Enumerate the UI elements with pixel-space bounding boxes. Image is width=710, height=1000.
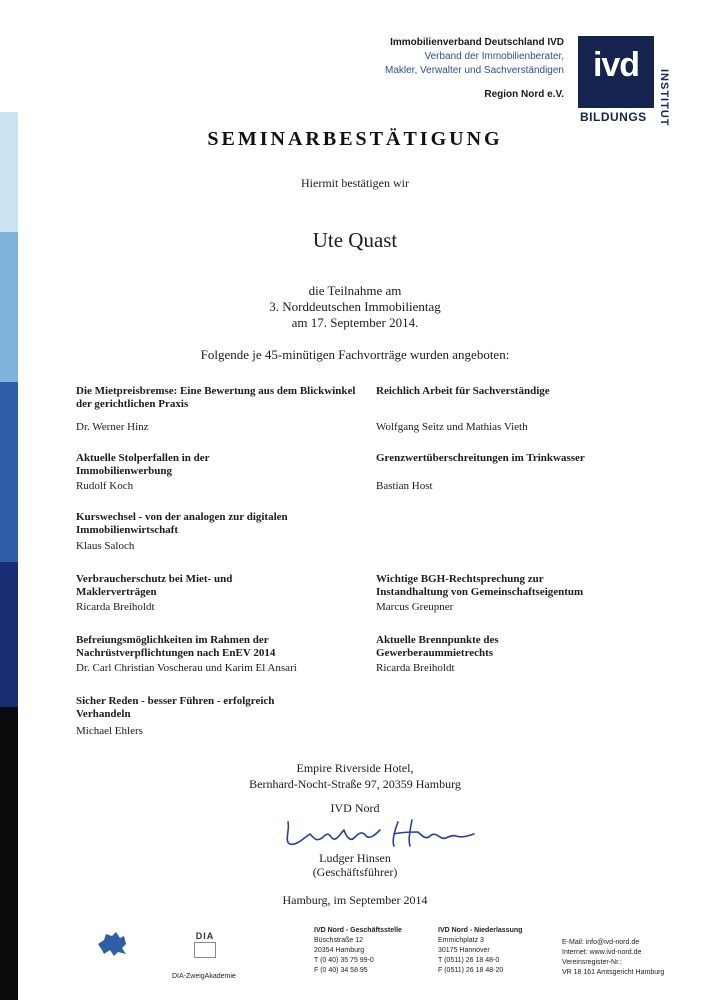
org-subtitle-2: Makler, Verwalter und Sachverständigen: [385, 65, 564, 76]
margin-strip-blue: [0, 382, 18, 562]
footer-office-hannover: [438, 926, 522, 976]
document-title: SEMINARBESTÄTIGUNG: [207, 128, 503, 150]
talk-item: [76, 385, 366, 434]
footer-office-hamburg: [314, 926, 402, 976]
talk-speaker: Ricarda Breiholdt: [376, 662, 455, 674]
office2-line-3: T (0511) 26 18 48-0: [438, 957, 500, 964]
talk-speaker: Wolfgang Seitz und Mathias Vieth: [376, 421, 528, 433]
talk-item: [76, 695, 366, 738]
signature-org: IVD Nord: [330, 801, 380, 815]
office2-line-2: 30175 Hannover: [438, 947, 490, 954]
venue-line-1: Empire Riverside Hotel,: [296, 761, 414, 775]
talks-lead: Folgende je 45-minütigen Fachvorträge wurden angeboten:: [200, 347, 510, 362]
ivd-logo: [578, 36, 670, 126]
dia-emblem: [194, 942, 216, 958]
participant-name: Ute Quast: [312, 228, 398, 252]
talk-speaker: Bastian Host: [376, 480, 433, 492]
region-name: Region Nord e.V.: [484, 89, 564, 100]
talk-item: [76, 452, 366, 493]
talk-title: Sicher Reden - besser Führen - erfolgreich Verhandeln: [76, 695, 275, 720]
talk-speaker: Rudolf Koch: [76, 480, 134, 492]
venue-line-2: Bernhard-Nocht-Straße 97, 20359 Hamburg: [249, 777, 461, 791]
dia-label: DIA: [195, 931, 215, 941]
office1-line-1: Büschstraße 12: [314, 937, 364, 944]
talk-item: [376, 385, 666, 434]
talk-title: Befreiungsmöglichkeiten im Rahmen der Nachrüstverpflichtungen nach EnEV 2014: [76, 634, 276, 659]
talk-item: [76, 511, 366, 553]
letterhead: [385, 36, 564, 102]
talk-title: Aktuelle Stolperfallen in der Immobilienwerbung: [76, 452, 210, 477]
participation-line-3: am 17. September 2014.: [291, 315, 419, 330]
talk-title: Verbraucherschutz bei Miet- und Maklerverträgen: [76, 573, 233, 598]
org-subtitle-1: Verband der Immobilienberater,: [424, 51, 564, 62]
talk-speaker: Dr. Carl Christian Voscherau und Karim El Ansari: [76, 662, 297, 674]
region-map-icon: [92, 930, 130, 958]
talk-item: [376, 634, 666, 675]
office2-line-4: F (0511) 26 18 48-20: [438, 967, 504, 974]
org-name: Immobilienverband Deutschland IVD: [390, 37, 564, 48]
logo-bildungs-text: BILDUNGS: [580, 110, 647, 124]
office2-line-1: Emmichplatz 3: [438, 937, 484, 944]
talk-item: [376, 573, 666, 614]
talk-speaker: Michael Ehlers: [76, 725, 143, 737]
office1-line-4: F (0 40) 34 58 95: [314, 967, 368, 974]
contact-web: Internet: www.ivd-nord.de: [562, 949, 642, 956]
talk-speaker: Ricarda Breiholdt: [76, 601, 155, 613]
participation-line-2: 3. Norddeutschen Immobilientag: [269, 299, 441, 314]
logo-institut-text: INSTITUT: [658, 68, 670, 126]
margin-strip-navy: [0, 562, 18, 707]
talk-item: [76, 634, 366, 675]
contact-register-number: VR 18 161 Amtsgericht Hamburg: [562, 969, 665, 976]
logo-ivd-text: ivd: [592, 46, 640, 84]
intro-text: Hiermit bestätigen wir: [301, 176, 409, 190]
talk-item: [76, 573, 366, 614]
office1-line-2: 20354 Hamburg: [314, 947, 365, 954]
office2-head: IVD Nord - Niederlassung: [438, 927, 523, 934]
talk-title: Grenzwertüberschreitungen im Trinkwasser: [376, 452, 585, 464]
talk-title: Die Mietpreisbremse: Eine Bewertung aus dem Blickwinkel der gerichtlichen Praxis: [76, 385, 356, 410]
signatory-block: [0, 851, 710, 879]
talk-speaker: Marcus Greupner: [376, 601, 454, 613]
talk-title: Kurswechsel - von der analogen zur digitalen Immobilienwirtschaft: [76, 511, 288, 536]
talk-speaker: Dr. Werner Hinz: [76, 421, 149, 433]
office1-head: IVD Nord - Geschäftsstelle: [314, 927, 402, 934]
participation-text: [0, 283, 710, 331]
footer-contact: [562, 938, 664, 978]
talk-item: [376, 452, 666, 493]
contact-register-label: Vereinsregister-Nr.:: [562, 959, 622, 966]
handwritten-signature: [270, 812, 480, 852]
venue-block: [0, 760, 710, 792]
signatory-name: Ludger Hinsen: [319, 851, 391, 865]
talk-speaker: Klaus Saloch: [76, 540, 135, 552]
dia-logo: [190, 931, 220, 961]
talk-title: Reichlich Arbeit für Sachverständige: [376, 385, 550, 397]
talk-title: Wichtige BGH-Rechtsprechung zur Instandhaltung von Gemeinschaftseigentum: [376, 573, 584, 598]
dia-caption: DIA-ZweigAkademie: [172, 973, 236, 980]
participation-line-1: die Teilnahme am: [308, 283, 402, 298]
contact-email: E-Mail: info@ivd-nord.de: [562, 939, 640, 946]
talk-title: Aktuelle Brennpunkte des Gewerberaummietrechts: [376, 634, 499, 659]
signatory-role: (Geschäftsführer): [312, 865, 398, 879]
place-date: Hamburg, im September 2014: [282, 893, 428, 907]
office1-line-3: T (0 40) 35 75 99-0: [314, 957, 374, 964]
